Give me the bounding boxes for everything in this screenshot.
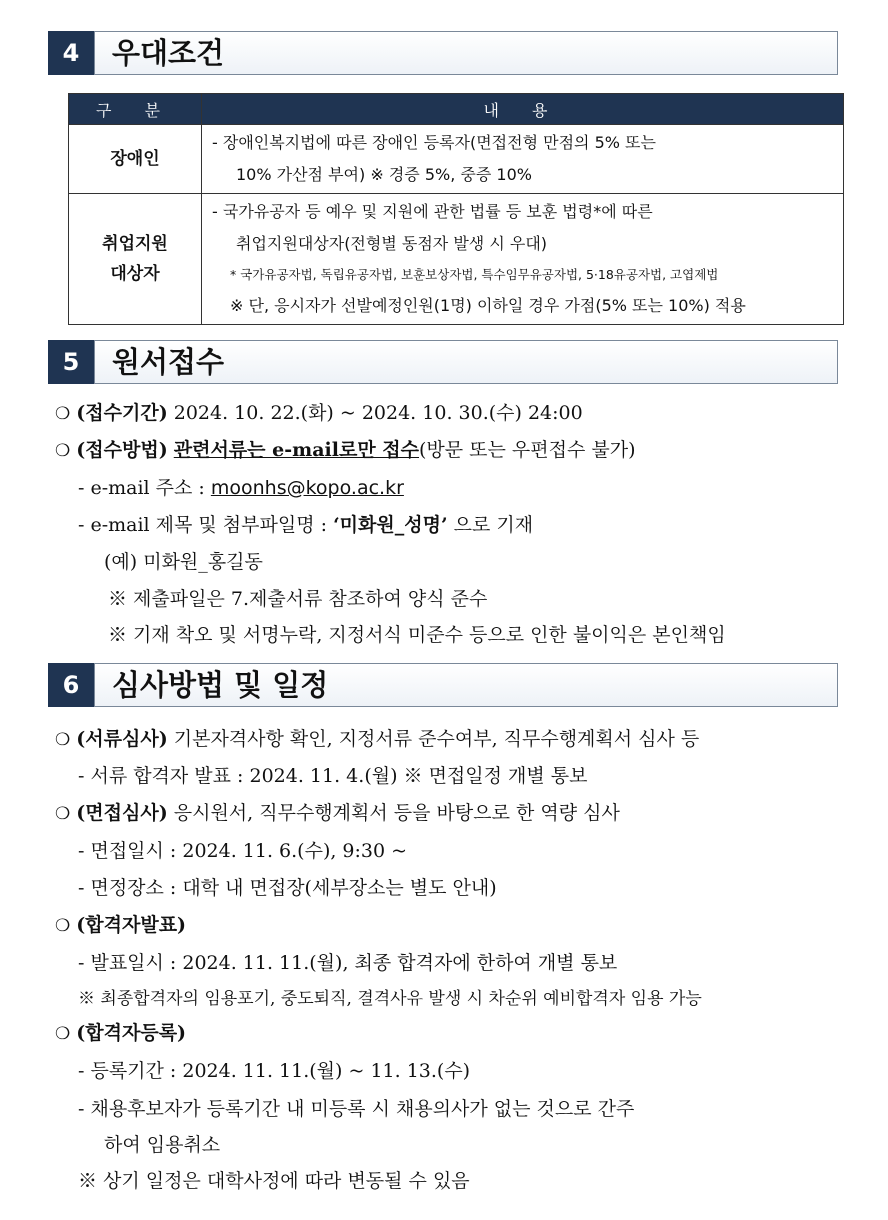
preference-table (68, 93, 844, 325)
method-label: (접수방법) (76, 439, 168, 461)
row-category (69, 194, 202, 325)
bullet-icon: ❍ (55, 804, 71, 824)
method-rest: (방문 또는 우편접수 불가) (419, 439, 636, 461)
section-4-header (48, 31, 838, 75)
interview-text: 응시원서, 직무수행계획서 등을 바탕으로 한 역량 심사 (167, 802, 620, 824)
doc-review-line (55, 726, 699, 753)
register-line (55, 1020, 186, 1047)
section-5-header (48, 340, 838, 384)
subject-rest: 으로 기재 (447, 514, 534, 536)
interview-date-line: - 면접일시 : 2024. 11. 6.(수), 9:30 ~ (78, 840, 408, 862)
interview-label: (면접심사) (76, 802, 168, 824)
footnote-line: * 국가유공자법, 독립유공자법, 보훈보상자법, 특수임무유공자법, 5·18유공자법, 고엽제법 (230, 267, 719, 282)
final-note-line: ※ 상기 일정은 대학사정에 따라 변동될 수 있음 (78, 1170, 470, 1192)
interview-place-line: - 면정장소 : 대학 내 면접장(세부장소는 별도 안내) (78, 877, 497, 899)
table-header-content: 내 용 (202, 94, 844, 125)
bullet-icon: ❍ (55, 441, 71, 461)
doc-review-label: (서류심사) (76, 728, 168, 750)
bullet-icon: ❍ (55, 916, 71, 936)
subject-emphasis: ‘미화원_성명’ (333, 514, 448, 536)
row-content (202, 125, 844, 194)
table-header-row (69, 94, 844, 125)
register-label: (합격자등록) (76, 1022, 187, 1044)
table-header-category: 구 분 (69, 94, 202, 125)
row-category: 장애인 (69, 125, 202, 194)
row-content (202, 194, 844, 325)
email-line (78, 475, 404, 501)
register-cancel-line: - 채용후보자가 등록기간 내 미등록 시 채용의사가 없는 것으로 간주 (78, 1098, 635, 1120)
category-line: 대상자 (110, 264, 160, 284)
note-line: ※ 단, 응시자가 선발예정인원(1명) 이하일 경우 가점(5% 또는 10%) 적용 (230, 296, 746, 315)
period-line (55, 400, 583, 427)
category-line: 취업지원 (102, 234, 168, 254)
subject-label: - e-mail 제목 및 첨부파일명 : (78, 514, 334, 536)
method-line (55, 437, 635, 464)
method-emphasis: 관련서류는 e-mail로만 접수 (173, 439, 419, 461)
email-link[interactable]: moonhs@kopo.ac.kr (210, 477, 404, 499)
period-label: (접수기간) (76, 402, 168, 424)
doc-announce-line: - 서류 합격자 발표 : 2024. 11. 4.(월) ※ 면접일정 개별 통보 (78, 765, 588, 787)
section-number: 5 (48, 340, 94, 384)
section-title: 심사방법 및 일정 (112, 668, 329, 702)
period-text: 2024. 10. 22.(화) ~ 2024. 10. 30.(수) 24:00 (173, 402, 583, 424)
note-line: ※ 제출파일은 7.제출서류 참조하여 양식 준수 (108, 588, 488, 610)
email-label: - e-mail 주소 : (78, 477, 211, 499)
section-number: 6 (48, 663, 94, 707)
result-date-line: - 발표일시 : 2024. 11. 11.(월), 최종 합격자에 한하여 개별 통보 (78, 952, 618, 974)
section-number: 4 (48, 31, 94, 75)
table-row (69, 125, 844, 194)
doc-review-text: 기본자격사항 확인, 지정서류 준수여부, 직무수행계획서 심사 등 (167, 728, 700, 750)
section-title: 원서접수 (112, 345, 225, 379)
interview-line (55, 800, 620, 827)
example-line: (예) 미화원_홍길동 (104, 551, 263, 573)
register-period-line: - 등록기간 : 2024. 11. 11.(월) ~ 11. 13.(수) (78, 1060, 471, 1082)
result-line (55, 912, 186, 939)
result-label: (합격자발표) (76, 914, 187, 936)
bullet-icon: ❍ (55, 730, 71, 750)
content-line: - 국가유공자 등 예우 및 지원에 관한 법률 등 보훈 법령*에 따른 (212, 202, 653, 221)
subject-line (78, 512, 533, 538)
result-note-line: ※ 최종합격자의 임용포기, 중도퇴직, 결격사유 발생 시 차순위 예비합격자 임용 가능 (78, 989, 702, 1009)
content-line: 취업지원대상자(전형별 동점자 발생 시 우대) (236, 234, 548, 253)
bullet-icon: ❍ (55, 1024, 71, 1044)
register-cancel-line-2: 하여 임용취소 (104, 1134, 221, 1156)
content-line: 10% 가산점 부여) ※ 경증 5%, 중증 10% (236, 165, 532, 184)
section-6-header (48, 663, 838, 707)
bullet-icon: ❍ (55, 404, 71, 424)
note-line: ※ 기재 착오 및 서명누락, 지정서식 미준수 등으로 인한 불이익은 본인책임 (108, 624, 726, 646)
table-row (69, 194, 844, 325)
section-title: 우대조건 (112, 36, 225, 70)
content-line: - 장애인복지법에 따른 장애인 등록자(면접전형 만점의 5% 또는 (212, 133, 656, 152)
